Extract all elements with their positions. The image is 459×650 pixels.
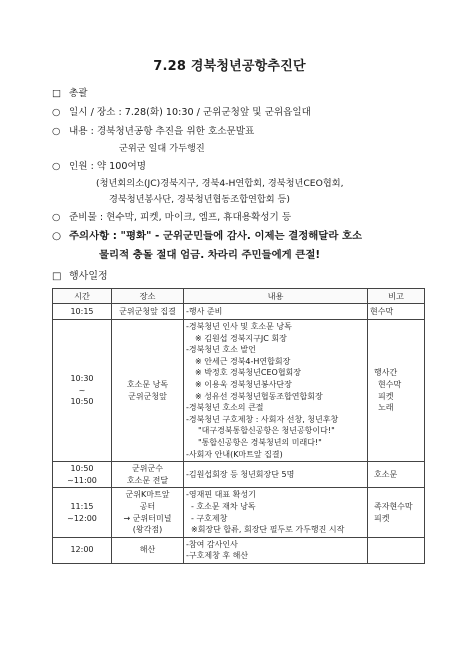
people-item: ○ 인원 : 약 100여명 bbox=[52, 157, 442, 176]
cell-content: -행사 준비 bbox=[184, 304, 368, 320]
content-item: ○ 내용 : 경북청년공항 추진을 위한 호소문발표 bbox=[52, 122, 442, 141]
datetime-item: ○ 일시 / 장소 : 7.28(화) 10:30 / 군위군청앞 및 군위읍일대 bbox=[52, 103, 442, 122]
cell-time: 12:00 bbox=[53, 537, 112, 563]
square-bullet-icon: □ bbox=[52, 88, 62, 99]
cell-place: 군위K마트앞 공터 → 군위터미널 (왕각점) bbox=[112, 488, 184, 537]
people-sub-line-2: 경북청년봉사단, 경북청년협동조합연합회 등) bbox=[109, 194, 290, 205]
circle-bullet-icon: ○ bbox=[52, 212, 61, 223]
cell-note: 족자현수막 피켓 bbox=[368, 488, 425, 537]
schedule-heading: □ 행사일정 bbox=[52, 271, 108, 282]
schedule-table bbox=[52, 288, 425, 564]
cell-place: 해산 bbox=[112, 537, 184, 563]
cell-note: 호소문 bbox=[368, 462, 425, 488]
cell-note: 현수막 bbox=[368, 304, 425, 320]
people-sub-line-1: (청년회의소(JC)경북지구, 경북4-H연합회, 경북청년CEO협회, bbox=[96, 178, 344, 189]
table-row bbox=[53, 537, 425, 563]
cell-place: 호소문 낭독 군위군청앞 bbox=[112, 320, 184, 462]
cell-note: 행사간 현수막 피켓 노래 bbox=[368, 320, 425, 462]
cell-content: -참여 감사인사 -구호제창 후 해산 bbox=[184, 537, 368, 563]
table-row bbox=[53, 304, 425, 320]
header-place: 장소 bbox=[112, 289, 184, 304]
circle-bullet-icon: ○ bbox=[52, 126, 61, 137]
table-row bbox=[53, 320, 425, 462]
cell-note bbox=[368, 537, 425, 563]
cell-place: 군위군청앞 집결 bbox=[112, 304, 184, 320]
table-row bbox=[53, 488, 425, 537]
supplies-item: ○ 준비물 : 현수막, 피켓, 마이크, 엠프, 휴대용확성기 등 bbox=[52, 208, 442, 227]
cell-time: 10:50 ~11:00 bbox=[53, 462, 112, 488]
cell-time: 11:15 ~12:00 bbox=[53, 488, 112, 537]
document-title: 7.28 경북청년공항추진단 bbox=[153, 59, 306, 74]
circle-bullet-icon: ○ bbox=[52, 161, 61, 172]
overview-heading: □ 총괄 bbox=[52, 84, 442, 103]
cell-content: -영재핀 대표 확성기 - 호소문 재차 낭독 - 구호제창 ※회장단 합류, 회장단 필두로 가두행진 시작 bbox=[184, 488, 368, 537]
cell-place: 군위군수 호소문 전달 bbox=[112, 462, 184, 488]
cell-time: 10:15 bbox=[53, 304, 112, 320]
caution-item: ○ 주의사항 : "평화" - 군위군민들에 감사. 이제는 결정해달라 호소 bbox=[52, 227, 442, 246]
cell-content: -김원섭회장 등 청년회장단 5명 bbox=[184, 462, 368, 488]
circle-bullet-icon: ○ bbox=[52, 230, 62, 242]
caution-sub-item: 물리적 충돌 절대 엄금. 차라리 주민들에게 큰절! bbox=[99, 249, 321, 261]
header-content: 내용 bbox=[184, 289, 368, 304]
cell-content: -경북청년 인사 및 호소문 낭독 ※ 김원섭 경북지구JC 회장 -경북청년 호소 발언 ※ 안세근 경북4-H연합회장 ※ 박정호 경북청년CEO협회장 ※ 이용욱 경북청년봉사단장 ※ 성유선 경북청년협동조합연합회장 -경북청년 호소의 큰절 -경북청년 구호제창 : 사회자 선창, 청년후창 "대구경북통합신공항은 청년공항이다!" "통합신공항은 경북청년의 미래다!" -사회자 안내(K마트앞 집결) bbox=[184, 320, 368, 462]
overview-section bbox=[52, 84, 442, 265]
table-header-row bbox=[53, 289, 425, 304]
square-bullet-icon: □ bbox=[52, 271, 62, 282]
content-sub-item: 군위군 일대 가두행진 bbox=[119, 143, 205, 154]
circle-bullet-icon: ○ bbox=[52, 107, 61, 118]
cell-time: 10:30 ~ 10:50 bbox=[53, 320, 112, 462]
header-time: 시간 bbox=[53, 289, 112, 304]
table-row bbox=[53, 462, 425, 488]
header-note: 비고 bbox=[368, 289, 425, 304]
